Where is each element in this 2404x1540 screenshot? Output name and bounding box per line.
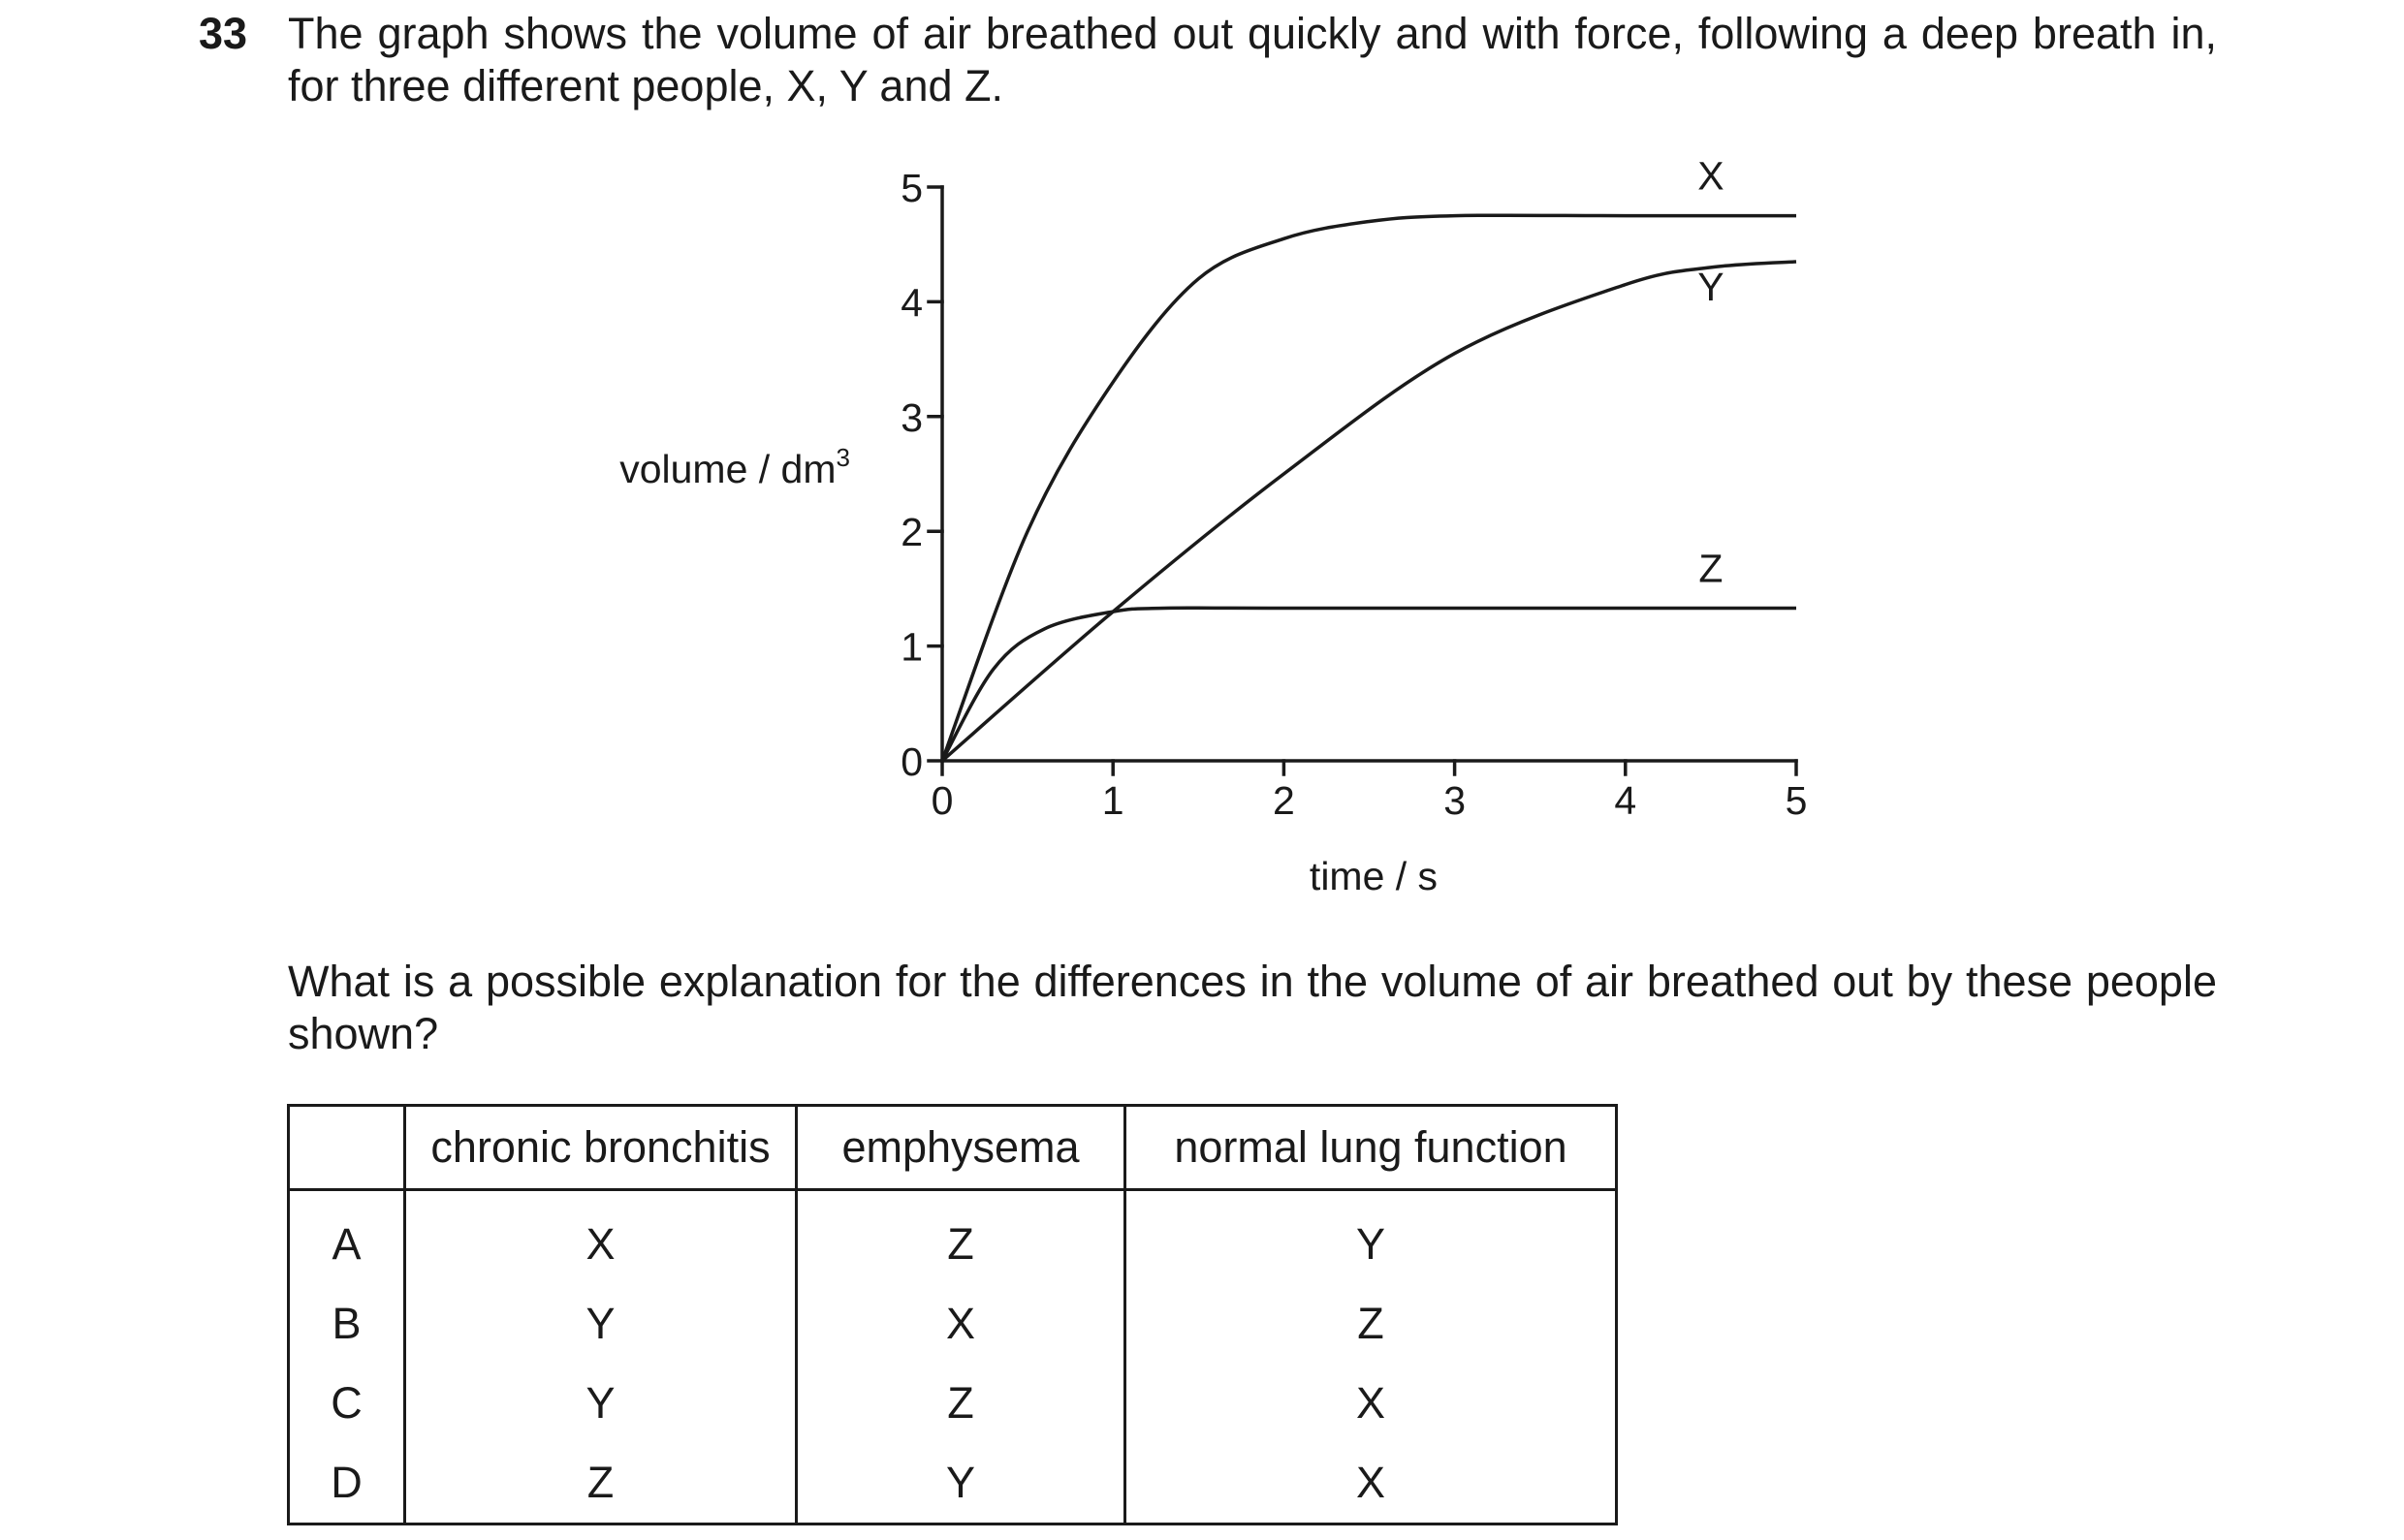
y-tick-label: 4 [901, 280, 923, 326]
y-tick-label: 5 [901, 166, 923, 210]
answer-option-d[interactable] [289, 1443, 1617, 1524]
answer-option-a[interactable] [289, 1190, 1617, 1285]
option-letter: C [289, 1364, 405, 1443]
y-tick-label: 1 [901, 624, 923, 670]
y-axis-label: volume / $dm^3$ [619, 443, 850, 491]
table-cell: X [797, 1284, 1125, 1364]
question-stem: The graph shows the volume of air breathed out quickly and with force, following a deep breath in, for three different people, X, Y and Z. [288, 9, 2217, 110]
question-number: 33 [199, 9, 248, 58]
answer-table-header-row [289, 1106, 1617, 1190]
answer-table [287, 1104, 1618, 1525]
x-tick-label: 2 [1272, 778, 1295, 823]
table-cell: Z [405, 1443, 797, 1524]
graph-curves [942, 215, 1796, 761]
question-prompt: What is a possible explanation for the differences in the volume of air breathed out by these people shown? [288, 957, 2217, 1058]
y-tick-label: 0 [901, 739, 923, 784]
graph-tick-labels [901, 154, 1807, 823]
header-normal-lung-function: normal lung function [1125, 1106, 1617, 1190]
table-cell: Z [797, 1364, 1125, 1443]
table-cell: Y [405, 1364, 797, 1443]
series-label-y: Y [1697, 264, 1724, 309]
series-label-z: Z [1698, 546, 1724, 591]
option-letter: B [289, 1284, 405, 1364]
x-tick-label: 1 [1101, 778, 1124, 823]
x-axis-label: time / s [1309, 854, 1439, 898]
header-chronic-bronchitis: chronic bronchitis [405, 1106, 797, 1190]
table-cell: Y [405, 1284, 797, 1364]
option-letter: D [289, 1443, 405, 1524]
x-tick-label: 0 [931, 778, 954, 823]
graph-axes [929, 187, 1796, 774]
table-cell: Y [797, 1443, 1125, 1524]
table-cell: Y [1125, 1190, 1617, 1285]
x-tick-label: 4 [1614, 778, 1637, 823]
table-cell: X [405, 1190, 797, 1285]
curve-x [942, 215, 1796, 761]
option-letter: A [289, 1190, 405, 1285]
table-cell: Z [1125, 1284, 1617, 1364]
header-emphysema: emphysema [797, 1106, 1125, 1190]
answer-option-c[interactable] [289, 1364, 1617, 1443]
header-blank [289, 1106, 405, 1190]
table-cell: X [1125, 1443, 1617, 1524]
curve-z [942, 608, 1796, 761]
y-tick-label: 2 [901, 510, 923, 555]
x-tick-label: 3 [1443, 778, 1467, 823]
y-tick-label: 3 [901, 394, 923, 440]
series-label-x: X [1697, 153, 1724, 199]
table-cell: X [1125, 1364, 1617, 1443]
curve-y [942, 262, 1796, 761]
table-cell: Z [797, 1190, 1125, 1285]
x-tick-label: 5 [1785, 778, 1808, 823]
answer-option-b[interactable] [289, 1284, 1617, 1364]
